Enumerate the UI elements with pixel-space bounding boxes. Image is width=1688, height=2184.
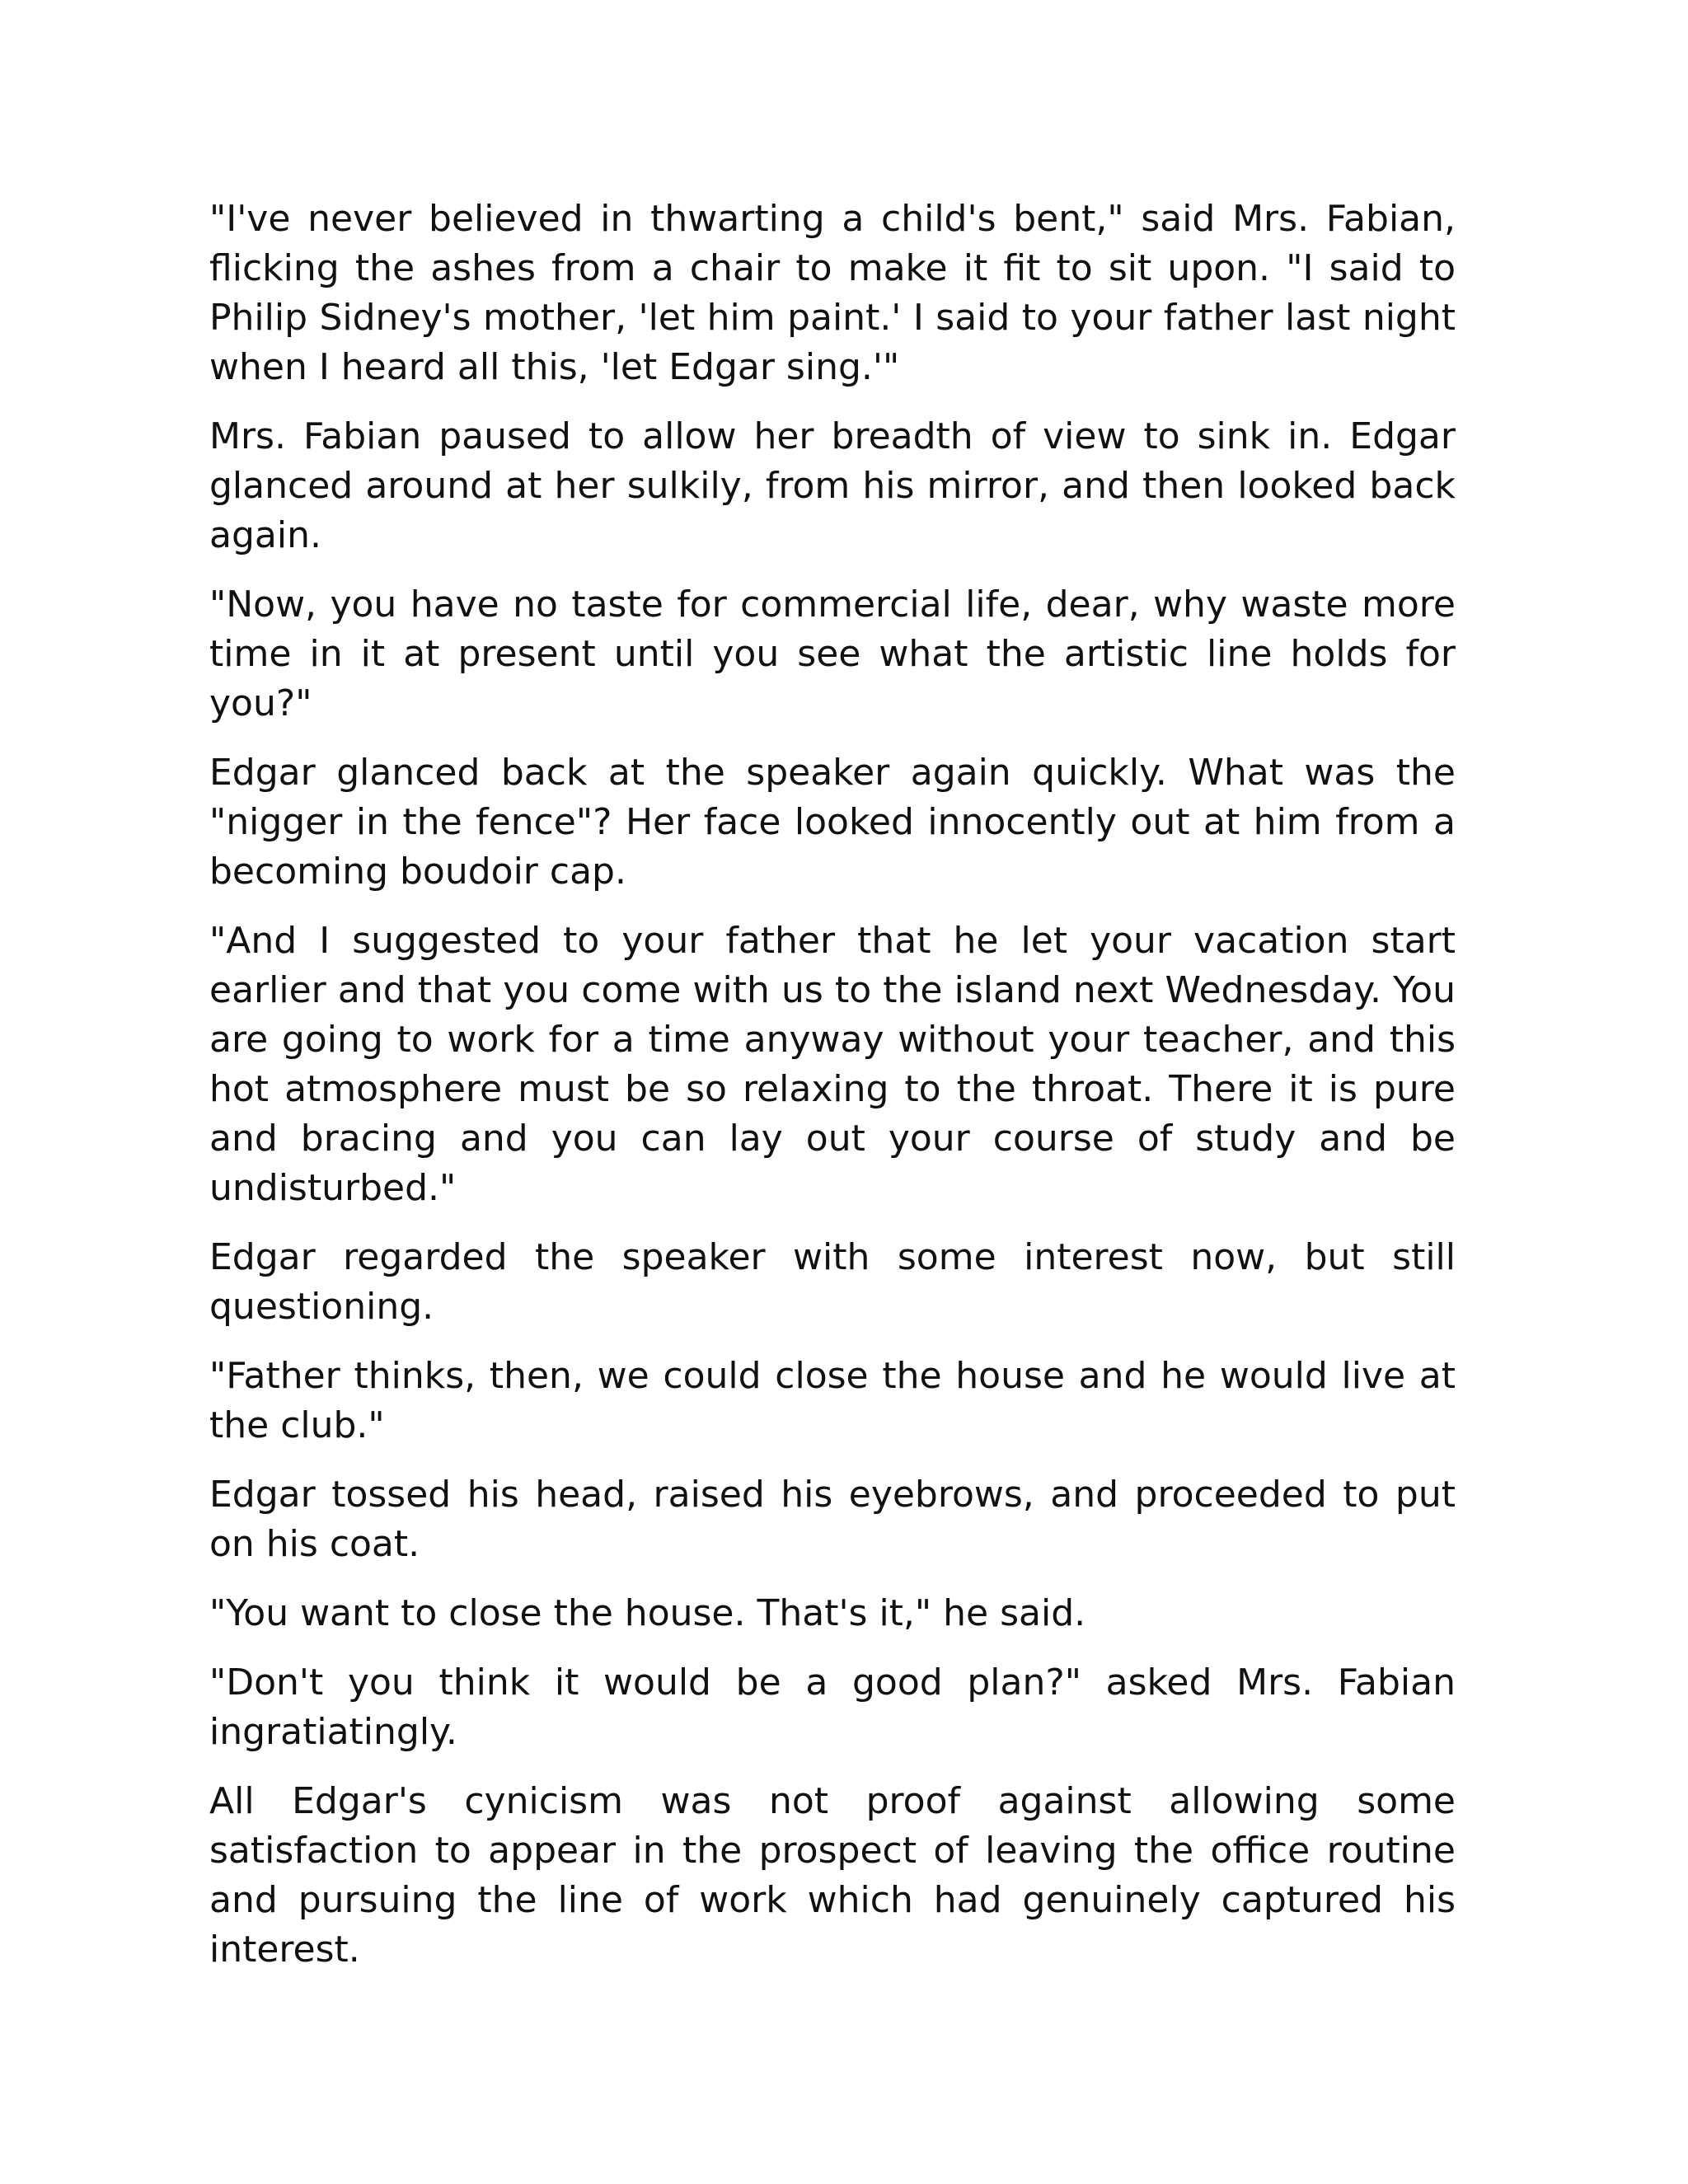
paragraph: Mrs. Fabian paused to allow her breadth of view to sink in. Edgar glanced around at her sulkily, from his mirror, and then looked back again. xyxy=(209,415,1456,556)
paragraph: Edgar tossed his head, raised his eyebrows, and proceeded to put on his coat. xyxy=(209,1474,1456,1565)
paragraph: "And I suggested to your father that he let your vacation start earlier and that you come with us to the island next Wednesday. You are going to work for a time anyway without your teacher, and this hot atmosphere must be so relaxing to the throat. There it is pure and bracing and you can lay out your course of study and be undisturbed." xyxy=(209,920,1456,1209)
paragraph: "You want to close the house. That's it," he said. xyxy=(209,1592,1086,1634)
paragraph: Edgar glanced back at the speaker again quickly. What was the "nigger in the fence"? Her face looked innocently out at him from a becoming boudoir cap. xyxy=(209,752,1456,893)
paragraph: "Don't you think it would be a good plan?" asked Mrs. Fabian ingratiatingly. xyxy=(209,1661,1456,1753)
paragraph: Edgar regarded the speaker with some interest now, but still questioning. xyxy=(209,1236,1456,1328)
paragraph: All Edgar's cynicism was not proof against allowing some satisfaction to appear in the prospect of leaving the office routine and pursuing the line of work which had genuinely captured his interest. xyxy=(209,1780,1456,1971)
paragraph: "Now, you have no taste for commercial life, dear, why waste more time in it at present until you see what the artistic line holds for you?" xyxy=(209,583,1456,724)
paragraph: "I've never believed in thwarting a child's bent," said Mrs. Fabian, flicking the ashes from a chair to make it fit to sit upon. "I said to Philip Sidney's mother, 'let him paint.' I said to your father last night when I heard all this, 'let Edgar sing.'" xyxy=(209,198,1456,388)
paragraph: "Father thinks, then, we could close the house and he would live at the club." xyxy=(209,1355,1456,1446)
document-page xyxy=(209,194,1456,1994)
